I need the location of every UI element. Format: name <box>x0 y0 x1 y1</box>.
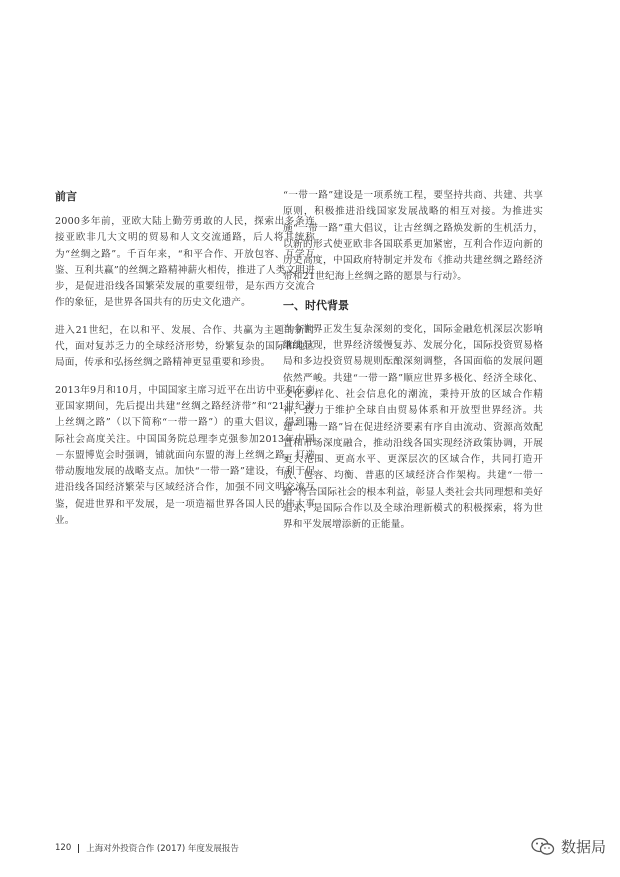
preface-paragraph-3: 2013年9月和10月，中国国家主席习近平在出访中亚和东南亚国家期间，先后提出共建“丝绸之路经济带”和“21世纪海上丝绸之路”（以下简称“一带一路”）的重大倡议，得到国际社会高度关注。中国国务院总理李克强参加2013年中国－东盟博览会时强调，铺就面向东盟的海上丝绸之路，打造带动腹地发展的战略支点。加快“一带一路”建设，有利于促进沿线各国经济繁荣与区域经济合作，加强不同文明交流互鉴，促进世界和平发展，是一项造福世界各国人民的伟大事业。 <box>55 384 315 527</box>
background-paragraph: 当今世界正发生复杂深刻的变化，国际金融危机深层次影响继续显现，世界经济缓慢复苏、发展分化，国际投资贸易格局和多边投资贸易规则酝酿深刻调整，各国面临的发展问题依然严峻。共建“一带一路”顺应世界多极化、经济全球化、文化多样化、社会信息化的潮流，秉持开放的区域合作精神，致力于维护全球自由贸易体系和开放型世界经济。共建“一带一路”旨在促进经济要素有序自由流动、资源高效配置和市场深度融合，推动沿线各国实现经济政策协调，开展更大范围、更高水平、更深层次的区域合作，共同打造开放、包容、均衡、普惠的区域经济合作架构。共建“一带一路”符合国际社会的根本利益，彰显人类社会共同理想和美好追求，是国际合作以及全球治理新模式的积极探索，将为世界和平发展增添新的正能量。 <box>283 323 543 531</box>
page-footer <box>55 842 239 854</box>
page-number: 120 <box>55 843 72 853</box>
preface-paragraph-1: 2000多年前，亚欧大陆上勤劳勇敢的人民，探索出多条连接亚欧非几大文明的贸易和人文交流通路，后人将其统称为“丝绸之路”。千百年来，“和平合作、开放包容、互学互鉴、互利共赢”的丝绸之路精神薪火相传，推进了人类文明进步，是促进沿线各国繁荣发展的重要纽带，是东西方交流合作的象征，是世界各国共有的历史文化遗产。 <box>55 216 315 309</box>
wechat-icon <box>531 837 555 857</box>
preface-paragraph-2: 进入21世纪，在以和平、发展、合作、共赢为主题的新时代，面对复苏乏力的全球经济形势，纷繁复杂的国际和地区局面，传承和弘扬丝绸之路精神更显重要和珍贵。 <box>55 324 315 369</box>
watermark-text: 数据局 <box>560 838 606 856</box>
intro-paragraph: “一带一路”建设是一项系统工程，要坚持共商、共建、共享原则，积极推进沿线国家发展战略的相互对接。为推进实施“一带一路”重大倡议，让古丝绸之路焕发新的生机活力，以新的形式使亚欧非各国联系更加紧密，互利合作迈向新的历史高度，中国政府特制定并发布《推动共建丝绸之路经济带和21世纪海上丝绸之路的愿景与行动》。 <box>283 190 543 283</box>
section-heading: 一、时代背景 <box>283 298 349 312</box>
left-column <box>55 188 315 540</box>
right-column <box>283 188 543 545</box>
report-title: 上海对外投资合作 (2017) 年度发展报告 <box>86 844 239 854</box>
preface-heading: 前言 <box>55 190 77 203</box>
watermark <box>531 836 606 857</box>
footer-divider <box>78 844 79 853</box>
